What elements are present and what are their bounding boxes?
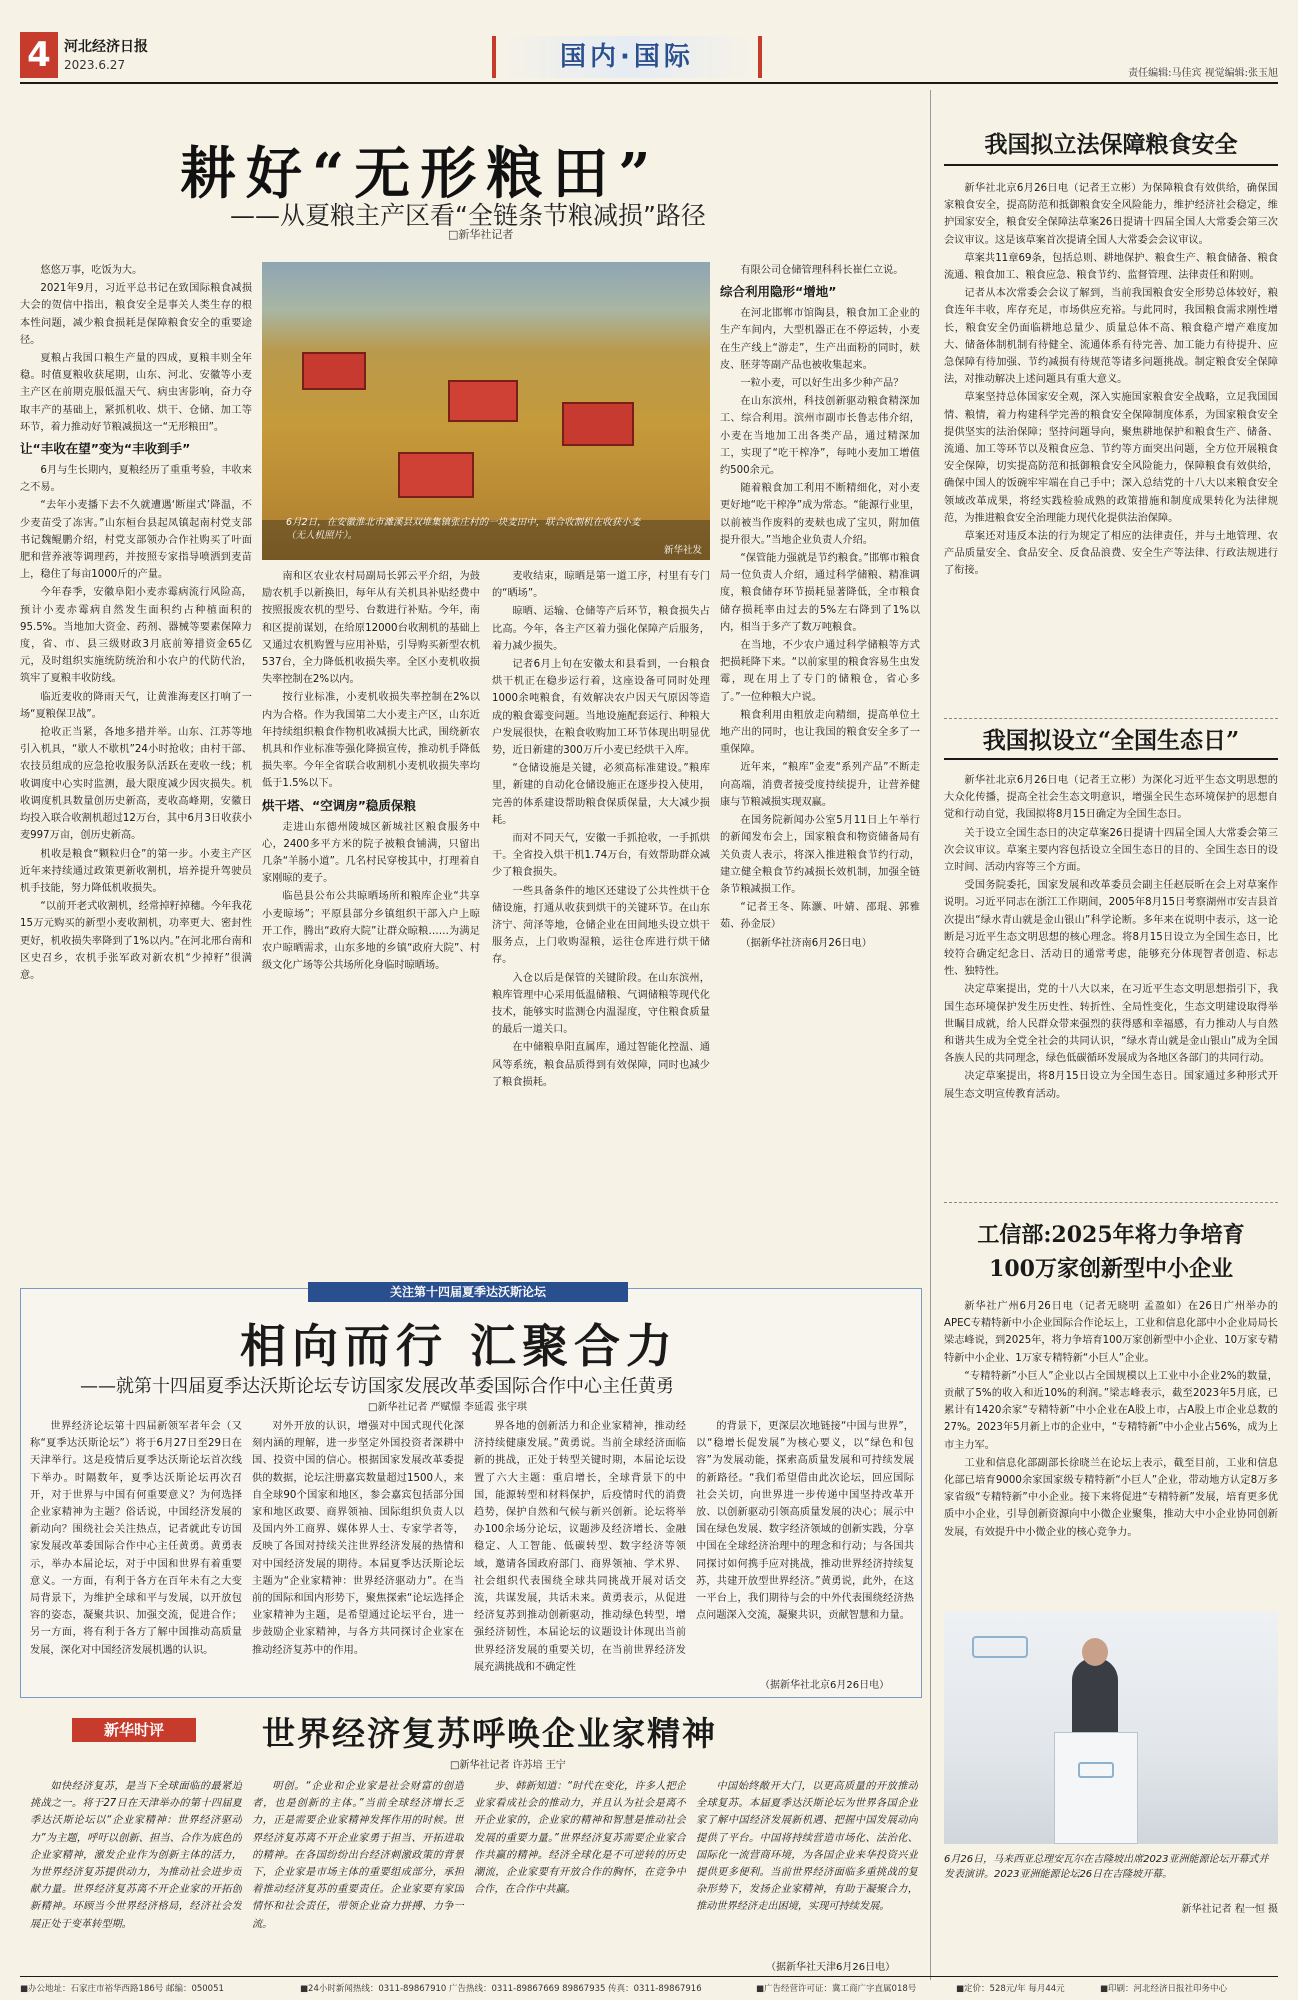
speaker-head — [1082, 1638, 1108, 1666]
paragraph: 临邑县公布公共晾晒场所和粮库企业“共享小麦晾场”；平原县部分乡镇组织干部入户上晾开工作，腾出“政府大院”让群众晾粮……为满足农户晾晒需求，山东多地的乡镇“政府大院”、村级文化广场等公共场所化身临时晾晒场。 — [262, 891, 480, 972]
forum-banner: 关注第十四届夏季达沃斯论坛 — [308, 1282, 628, 1302]
paragraph: “保管能力强就是节约粮食。”邯郸市粮食局一位负责人介绍，通过科学储粮、精准调度，粮食储存环节损耗显著降低，全市粮食储存损耗率由过去的5%左右降到了1%以内，相当于多产了数万吨粮食。 — [720, 553, 920, 633]
commentary-title: 世界经济复苏呼唤企业家精神 — [262, 1714, 717, 1753]
paragraph: 今年春季，安徽阜阳小麦赤霉病流行风险高，预计小麦赤霉病自然发生面积约占种植面积的95.5%。当地加大资金、药剂、器械等要素保障力度，省、市、县三级财政3月底前筹措资金65亿元，及时组织实施统防统治和小农户的代防代治，筑牢了夏粮丰收防线。 — [20, 587, 252, 685]
right-article-1-title: 我国拟立法保障粮食安全 — [984, 131, 1238, 158]
paragraph: 在中储粮阜阳直属库，通过智能化控温、通风等系统，粮食品质得到有效保障，同时也减少了粮食损耗。 — [492, 1042, 710, 1088]
paragraph: 草案还对违反本法的行为规定了相应的法律责任，并与土地管理、农产品质量安全、食品安全、反食品浪费、安全生产等法律、行政法规进行了衔接。 — [944, 531, 1278, 577]
commentary-col1-text: 如快经济复苏，是当下全球面临的最紧迫挑战之一。将于27日在天津举办的第十四届夏季达沃斯论坛以“企业家精神：世界经济驱动力”为主题，呼吁以创新、担当、合作为底色的企业家精神，激发企业作为创新主体的活力，为世界经济复苏提供动力，为推动社会进步贡献力量。世界经济复苏离不开企业家的开拓创新精神。环顾当今世界经济格局，经济社会发展正处于变革转型期。 — [30, 1781, 242, 1930]
paragraph: 在国务院新闻办公室5月11日上午举行的新闻发布会上，国家粮食和物资储备局有关负责人表示，将深入推进粮食节约行动，建立健全粮食节约减损长效机制，加强全链条节粮减损工作。 — [720, 815, 920, 895]
forum-column-4 — [696, 1418, 914, 1674]
paragraph: “仓储设施是关键，必须高标准建设。”粮库里，新建的自动化仓储设施正在逐步投入使用，完善的体系建设帮助粮食保质保量，大大减少损耗。 — [492, 763, 710, 826]
paragraph: 决定草案提出，党的十八大以来，在习近平生态文明思想指引下，我国生态环境保护发生历史性、转折性、全局性变化，生态文明建设取得举世瞩目成就，给人民群众带来强烈的获得感和幸福感，有力推动人与自然和谐共生成为全党全社会的共同认识，“绿水青山就是金山银山”成为全国各族人民的共同理念，绿色低碳循环发展成为各地区各部门的共同行动。 — [944, 984, 1278, 1065]
paragraph: 有限公司仓储管理科科长崔仁立说。 — [740, 265, 904, 276]
lead-column-1 — [20, 262, 252, 1280]
paragraph: 草案坚持总体国家安全观，深入实施国家粮食安全战略，立足我国国情、粮情，着力构建科学完善的粮食安全保障制度体系，为国家粮食安全提供坚实的法治保障；坚持问题导向，聚焦耕地保护和粮食生产、储备、流通、加工等环节以及粮食应急、节约等方面突出问题，全方位开展粮食安全保障，切实提高防范和抵御粮食安全风险能力，保障粮食有效供给，确保中国人的饭碗牢牢端在自己手中；深入总结党的十八大以来粮食安全领域改革成果，将经实践检验成熟的政策措施和制度成果转化为法律规范，为推进粮食安全治理能力现代化提供法治保障。 — [944, 392, 1278, 524]
paragraph: 麦收结束，晾晒是第一道工序，村里有专门的“晒场”。 — [492, 571, 710, 600]
commentary-col4-text: 中国始终敞开大门，以更高质量的开放推动全球复苏。本届夏季达沃斯论坛为世界各国企业家了解中国经济发展新机遇、把握中国发展动向提供了平台。中国将持续营造市场化、法治化、国际化一流营商环境，为各国企业来华投资兴业提供更多便利。当前世界经济面临多重挑战的复杂形势下，发扬企业家精神，有助于凝聚合力，推动世界经济走出困境，实现可持续发展。 — [696, 1781, 918, 1913]
lead-column-4 — [720, 262, 920, 1280]
commentary-tag: 新华时评 — [72, 1718, 196, 1742]
paragraph: “记者王冬、陈灏、叶婧、邵琨、郭雅茹、孙金辰） — [720, 902, 920, 931]
commentary-byline: □新华社记者 许苏培 王宁 — [450, 1760, 566, 1771]
column-divider — [930, 90, 931, 1980]
right-article-3-body — [944, 1298, 1278, 1600]
harvester-4 — [398, 452, 474, 498]
forum-col3-text: 界各地的创新活力和企业家精神，推动经济持续健康发展。”黄勇说。当前全球经济面临新的挑战，正处于转型关键时期，本届论坛设置了六大主题：重启增长，全球背景下的中国，能源转型和材料保护，后疫情时代的消费趋势，保护自然和气候与新兴创新。论坛将举办100余场分论坛，议题涉及经济增长、金融稳定、人工智能、低碳转型、数字经济等领域，邀请各国政府部门、商界领袖、学术界、社会组织代表围绕全球共同挑战开展对话交流，共谋发展，共话未来。黄勇表示，从促进经济复苏到推动创新驱动，推动绿色转型，增强经济韧性，本届论坛的议题设计体现出当前世界经济发展的重要关切，在当前世界经济发展充满挑战和不确定性 — [474, 1421, 686, 1673]
paragraph: 在当地，不少农户通过科学储粮等方式把损耗降下来。“以前家里的粮食容易生虫发霉，现在用上了专门的储粮仓，省心多了。”一位种粮大户说。 — [720, 640, 920, 703]
section-banner — [492, 36, 762, 78]
paragraph: 临近麦收的降雨天气，让黄淮海麦区打响了一场“夏粮保卫战”。 — [20, 691, 252, 720]
paper-name: 河北经济日报 — [64, 39, 148, 55]
podium — [1054, 1732, 1138, 1844]
paragraph: 随着粮食加工利用不断精细化，对小麦更好地“吃干榨净”成为常态。“能源行业里，以前被当作废料的麦麸也成了宝贝，附加值提升很大。”当地企业负责人介绍。 — [720, 483, 920, 546]
harvester-3 — [562, 402, 634, 446]
forum-col4-text: 的背景下，更深层次地链接“中国与世界”，以“稳增长促发展”为核心要义，以“绿色和包容”为发展动能，探索高质量发展和可持续发展的新路径。“我们希望借由此次论坛，回应国际社会关切，向世界进一步传递中国坚持改革开放、以创新驱动引领高质量发展的决心；展示中国在绿色发展、数字经济领域的创新实践，分享中国在全球经济治理中的理念和行动；与各国共同探讨如何携手应对挑战，推动世界经济持续复苏，共建开放型世界经济。”黄勇说，此外，在这一平台上，我们期待与会的中外代表围绕经济热点问题深入交流，凝聚共识，贡献智慧和力量。 — [696, 1421, 914, 1622]
commentary-column-1 — [30, 1778, 242, 1974]
lead-byline: □新华社记者 — [448, 228, 514, 241]
section-heading: 烘干塔、“空调房”稳质保粮 — [262, 797, 416, 813]
photo-credit: 新华社发 — [663, 545, 702, 556]
right-divider-2 — [944, 1202, 1278, 1203]
lead-subtitle: ——从夏粮主产区看“全链条节粮减损”路径 — [230, 201, 706, 230]
paragraph: 按行业标准，小麦机收损失率控制在2%以内为合格。作为我国第二大小麦主产区，山东近年持续组织粮食作物机收减损大比武，围绕新农机具和作业标准等强化降损宣传，推动机手降低损失率。今年全省联合收割机小麦机收损失率均低于1.5%以下。 — [262, 692, 480, 790]
lead-column-3 — [492, 568, 710, 1280]
paragraph: 入仓以后是保管的关键阶段。在山东滨州，粮库管理中心采用低温储粮、气调储粮等现代化技术，能够实时监测仓内温湿度，守住粮食质量的最后一道关口。 — [492, 972, 710, 1036]
section-heading: 让“丰收在望”变为“丰收到手” — [20, 441, 191, 457]
masthead-rule — [20, 82, 1278, 84]
paragraph: 在河北邯郸市馆陶县，粮食加工企业的生产车间内，大型机器正在不停运转，小麦在生产线上“游走”，生产出面粉的同时，麸皮、胚芽等副产品也被收集起来。 — [720, 308, 920, 371]
right-article-1-body — [944, 180, 1278, 712]
paragraph: 抢收正当紧，各地多措并举。山东、江苏等地引入机具，“歇人不歇机”24小时抢收；由村干部、农技员组成的应急抢收服务队活跃在麦收一线；机收调度中心实时监测，最大限度减少因灾损失。机收调度机具数量创历史新高，麦收高峰期，安徽日均投入联合收割机超过12万台，其中6月3日收获小麦997万亩，创历史新高。 — [20, 727, 252, 842]
forum-dateline: （据新华社北京6月26日电） — [760, 1680, 890, 1691]
right-article-1-rule — [944, 164, 1278, 166]
page-number-box: 4 — [20, 32, 58, 78]
footer-printer: ■印刷：河北经济日报社印务中心 — [1100, 1984, 1228, 1994]
paragraph: 草案共11章69条，包括总则、耕地保护、粮食生产、粮食储备、粮食流通、粮食加工、粮食应急、粮食节约、监督管理、法律责任和附则。 — [944, 252, 1278, 282]
commentary-col3-text: 步、韩新知道：“时代在变化，许多人把企业家看成社会的推动力，并且认为社会是离不开企业家的，企业家的精神和智慧是推动社会发展的重要力量。”世界经济复苏需要企业家合作共赢的精神。经济全球化是不可逆转的历史潮流，企业家要有开放合作的胸怀，在竞争中合作，在合作中共赢。 — [474, 1781, 686, 1896]
paragraph: 走进山东德州陵城区新城社区粮食服务中心，2400多平方米的院子被粮食铺满，只留出几条“羊肠小道”。几名村民穿梭其中，打理着自家刚晾的麦子。 — [262, 821, 480, 885]
harvester-1 — [302, 352, 366, 390]
forum-column-1 — [30, 1418, 242, 1690]
forum-photo-credit: 新华社记者 程一恒 摄 — [1181, 1904, 1278, 1915]
forum-col2-text: 对外开放的认识，增强对中国式现代化深刻内涵的理解，进一步坚定外国投资者深耕中国、投资中国的信心。根据国家发展改革委提供的数据，论坛注册嘉宾数量超过1500人，来自全球90个国家和地区，参会嘉宾包括部分国家和地区政要、商界领袖、国际组织负责人以及国内外工商界、媒体界人士、专家学者等，反映了各国对持续关注世界经济发展的热情和对中国经济发展的期待。本届夏季达沃斯论坛主题为“企业家精神：世界经济驱动力”。在当前的国际和国内形势下，聚焦探索“论坛选择企业家精神为主题，是希望通过论坛平台，进一步鼓励企业家精神，与各方共同探讨企业家在推动经济复苏中的作用。 — [252, 1421, 464, 1656]
paragraph: “去年小麦播下去不久就遭遇‘断崖式’降温，不少麦苗受了冻害。”山东桓台县起凤镇起南村党支部书记魏鲲鹏介绍，村党支部领办合作社购买了叶面肥和营养液等调理药，并按照专家指导喷洒到麦苗上，稳住了每亩1000斤的产量。 — [20, 500, 252, 581]
lead-column-2 — [262, 568, 480, 1280]
paragraph: 而对不同天气，安徽一手抓抢收，一手抓烘干。全省投入烘干机1.74万台，有效帮助群众减少了粮食损失。 — [492, 833, 710, 879]
paragraph: 6月与生长期内，夏粮经历了重重考验，丰收来之不易。 — [20, 465, 252, 494]
paragraph: 南和区农业农村局副局长郭云平介绍，为鼓励农机手以新换旧，每年从有关机具补贴经费中按照报废农机的型号、台数进行补贴。今年，南和区提前谋划，在给原12000台收割机的基础上又通过农机购置与应用补贴，引导购买新型农机537台，全力降低机收损失率。全区小麦机收损失率控制在2%以内。 — [262, 571, 480, 686]
paragraph: 新华社北京6月26日电（记者王立彬）为深化习近平生态文明思想的大众化传播，提高全社会生态文明意识，增强全民生态环境保护的思想自觉和行动自觉，我国拟将8月15日确定为全国生态日。 — [944, 775, 1278, 821]
paragraph: 晾晒、运输、仓储等产后环节，粮食损失占比高。今年，各主产区着力强化保障产后服务，着力减少损失。 — [492, 606, 710, 652]
paragraph: 决定草案提出，将8月15日设立为全国生态日。国家通过多种形式开展生态文明宣传教育活动。 — [944, 1071, 1278, 1100]
right-article-3-title-1: 工信部:2025年将力争培育 — [977, 1222, 1245, 1248]
footer-price: ■定价：528元/年 每月44元 — [956, 1984, 1065, 1994]
paragraph: 记者6月上旬在安徽太和县看到，一台粮食烘干机正在稳步运行着，这座设备可同时处理1000余吨粮食，有效解决农户因天气原因等造成的粮食霉变问题。当地设施配套运行、种粮大户发展很快，在粮食收购加工环节体现出明显优势，近日新建的300万斤小麦已经烘干入库。 — [492, 659, 710, 757]
harvest-photo — [262, 262, 710, 560]
paragraph: （据新华社济南6月26日电） — [740, 937, 872, 949]
paragraph: 悠悠万事，吃饭为大。 — [40, 265, 143, 276]
commentary-col2-text: 明创。“企业和企业家是社会财富的创造者，也是创新的主体。”当前全球经济增长乏力，正是需要企业家精神发挥作用的时候。世界经济复苏离不开企业家勇于担当、开拓进取的精神。在各国纷纷出台经济刺激政策的背景下，企业家是市场主体的重要组成部分，承担着推动经济复苏的重要责任。企业家要有家国情怀和社会责任，带领企业奋力拼搏、力争一流。 — [252, 1781, 464, 1930]
paragraph: 一粒小麦，可以好生出多少种产品？ — [740, 378, 904, 390]
forum-column-2 — [252, 1418, 464, 1690]
editors-credit: 责任编辑:马佳宾 视觉编辑:张玉旭 — [1128, 68, 1278, 79]
footer-rule — [20, 1976, 1278, 1977]
paragraph: 2021年9月，习近平总书记在致国际粮食减损大会的贺信中指出，粮食安全是事关人类生存的根本性问题，减少粮食损耗是保障粮食安全的重要途径。 — [20, 283, 252, 346]
footer-address: ■办公地址：石家庄市裕华西路186号 邮编：050051 — [20, 1984, 224, 1994]
paragraph: 新华社广州6月26日电（记者无晓明 孟盈如）在26日广州举办的APEC专精特新中小企业国际合作论坛上，工业和信息化部中小企业局局长梁志峰说，到2025年，将力争培育100万家创新型中小企业、10万家专精特新中小企业、1万家专精特新“小巨人”企业。 — [944, 1301, 1278, 1364]
forum-col1-text: 世界经济论坛第十四届新领军者年会（又称“夏季达沃斯论坛”）将于6月27日至29日在天津举行。这是疫情后夏季达沃斯论坛首次线下举办。时隔数年，夏季达沃斯论坛再次召开，对于世界与中国有何重要意义？为何选择企业家精神为主题？俗话说，中国经济发展的新动向？围绕社会关注热点，记者就此专访国家发展改革委国际合作中心主任黄勇。黄勇表示，举办本届论坛，对于中国和世界有着重要意义。一方面，有利于各方在百年未有之大变局背景下，为维护全球和平与发展，以开放包容的姿态，凝聚共识、加强交流，促进合作；另一方面，将有利于各方了解中国推动高质量发展，深化对中国经济发展机遇的认识。 — [30, 1421, 242, 1656]
right-article-3-title-2: 100万家创新型中小企业 — [989, 1256, 1233, 1282]
commentary-dateline: （据新华社天津6月26日电） — [766, 1962, 896, 1973]
forum-column-3 — [474, 1418, 686, 1690]
paragraph: 一些具备条件的地区还建设了公共性烘干仓储设施，打通从收获到烘干的关键环节。在山东济宁、菏泽等地，仓储企业在田间地头设立烘干服务点，上门收购湿粮，运往仓库进行烘干储存。 — [492, 885, 710, 966]
section-title: 国内·国际 — [560, 42, 694, 72]
footer-license: ■广告经营许可证：冀工商广字直属018号 — [756, 1984, 917, 1994]
podium-logo — [1078, 1762, 1114, 1778]
paragraph: 受国务院委托，国家发展和改革委员会副主任赵辰昕在会上对草案作说明。习近平同志在浙江工作期间，2005年8月15日考察湖州市安吉县首次提出“绿水青山就是金山银山”科学论断。多年来在说明中表示，这一论断是习近平生态文明思想的核心理念。将8月15日设立为全国生态日，比较符合确定纪念日、活动日的通常考虑，能够充分体现智者创造、标志性、独特性。 — [944, 880, 1278, 978]
paragraph: 在山东滨州，科技创新驱动粮食精深加工、综合利用。滨州市副市长鲁志伟介绍，小麦在当地加工出各类产品，通过精深加工，实现了“吃干榨净”，每吨小麦加工增值约500余元。 — [720, 396, 920, 477]
forum-subtitle: ——就第十四届夏季达沃斯论坛专访国家发展改革委国际合作中心主任黄勇 — [80, 1376, 674, 1397]
commentary-column-4 — [696, 1778, 918, 1956]
forum-photo — [944, 1612, 1278, 1844]
right-article-2-body — [944, 772, 1278, 1194]
lead-title: 耕好“无形粮田” — [180, 141, 661, 207]
paragraph: 机收是粮食“颗粒归仓”的第一步。小麦主产区近年来持续通过政策更新收割机，培养提升驾驶员机手技能，努力降低机收损失。 — [20, 848, 252, 894]
paragraph: 粮食利用由粗放走向精细，提高单位土地产出的同时，也让我国的粮食安全多了一重保障。 — [720, 709, 920, 756]
paragraph: 新华社北京6月26日电（记者王立彬）为保障粮食有效供给，确保国家粮食安全，提高防范和抵御粮食安全风险能力，维护经济社会稳定，维护国家安全，粮食安全保障法草案26日提请十四届全国人大常委会第三次会议审议。这是该草案首次提请全国人大常委会会议审议。 — [944, 183, 1278, 246]
forum-title: 相向而行 汇聚合力 — [240, 1319, 679, 1373]
paragraph: 近年来，“粮库”金麦“系列产品”不断走向高端，消费者接受度持续提升，让营养健康与节粮减损实现双赢。 — [720, 762, 920, 808]
commentary-column-3 — [474, 1778, 686, 1974]
forum-byline: □新华社记者 严赋憬 李延霞 张宇琪 — [368, 1402, 527, 1413]
issue-date: 2023.6.27 — [64, 58, 126, 72]
footer-hotline: ■24小时新闻热线：0311-89867910 广告热线：0311-89867669 89867935 传真：0311-89867916 — [300, 1984, 702, 1994]
right-divider-1 — [944, 718, 1278, 719]
paragraph: 记者从本次常委会会议了解到，当前我国粮食安全形势总体较好，粮食连年丰收，库存充足，市场供应充裕。与此同时，我国粮食需求刚性增长，粮食安全仍面临耕地总量少、质量总体不高、粮食稳产增产难度加大、储备体制机制有待健全、流通体系有待完善、加工能力有待提升、应急保障有待加强、节约减损有待规范等诸多问题挑战。制定粮食安全保障法，对推动解决上述问题具有重大意义。 — [944, 288, 1278, 386]
paragraph: 关于设立全国生态日的决定草案26日提请十四届全国人大常委会第三次会议审议。草案主要内容包括设立全国生态日的目的、全国生态日的设立时间、活动内容等三个方面。 — [944, 827, 1278, 874]
right-article-2-rule — [944, 758, 1278, 760]
harvester-2 — [448, 380, 518, 422]
photo-caption: 6月2日，在安徽淮北市濉溪县双堆集镇张庄村的一块麦田中，联合收割机在收获小麦（无人机照片）。 — [286, 517, 641, 541]
section-heading: 综合利用隐形“增地” — [720, 284, 837, 300]
paragraph: 工业和信息化部副部长徐晓兰在论坛上表示，截至目前，工业和信息化部已培育9000余家国家级专精特新“小巨人”企业，带动地方认定8万多家省级“专精特新”中小企业。接下来将促进“专精特新”发展，培育更多优质中小企业，引导创新资源向中小微企业聚集，推动大中小企业协同创新发展，有效提升中小微企业的核心竞争力。 — [944, 1457, 1278, 1538]
commentary-column-2 — [252, 1778, 464, 1974]
paragraph: 夏粮占我国口粮生产量的四成，夏粮丰则全年稳。时值夏粮收获尾期，山东、河北、安徽等小麦主产区在前期克服低温天气、病虫害影响，奋力夺取丰产的基础上，紧抓机收、烘干、仓储、加工等环节，着力推动好节粮减损这一“无形粮田”。 — [20, 353, 252, 433]
forum-photo-caption: 6月26日，马来西亚总理安瓦尔在吉隆坡出席2023亚洲能源论坛开幕式并发表演讲。2023亚洲能源论坛26日在吉隆坡开幕。 — [944, 1854, 1269, 1880]
stage-backdrop-logo — [972, 1636, 1028, 1658]
paragraph: “以前开老式收割机，经常掉籽掉穗。今年我花15万元购买的新型小麦收割机，功率更大、密封性更好，机收损失率降到了1%以内。”在河北邢台南和区史召乡，农机手张军政对新农机“少掉籽”很满意。 — [20, 901, 252, 981]
paragraph: “专精特新”小巨人”企业以占全国规模以上工业中小企业2%的数量，贡献了5%的收入和近10%的利润。”梁志峰表示，截至2023年5月底，已累计有1420余家“专精特新”中小企业在A股上市，占A股上市企业总数的27%。2023年5月新上市的企业中，“专精特新”中小企业占56%，成为上市主力军。 — [944, 1370, 1278, 1451]
right-article-2-title: 我国拟设立“全国生态日” — [982, 727, 1240, 754]
